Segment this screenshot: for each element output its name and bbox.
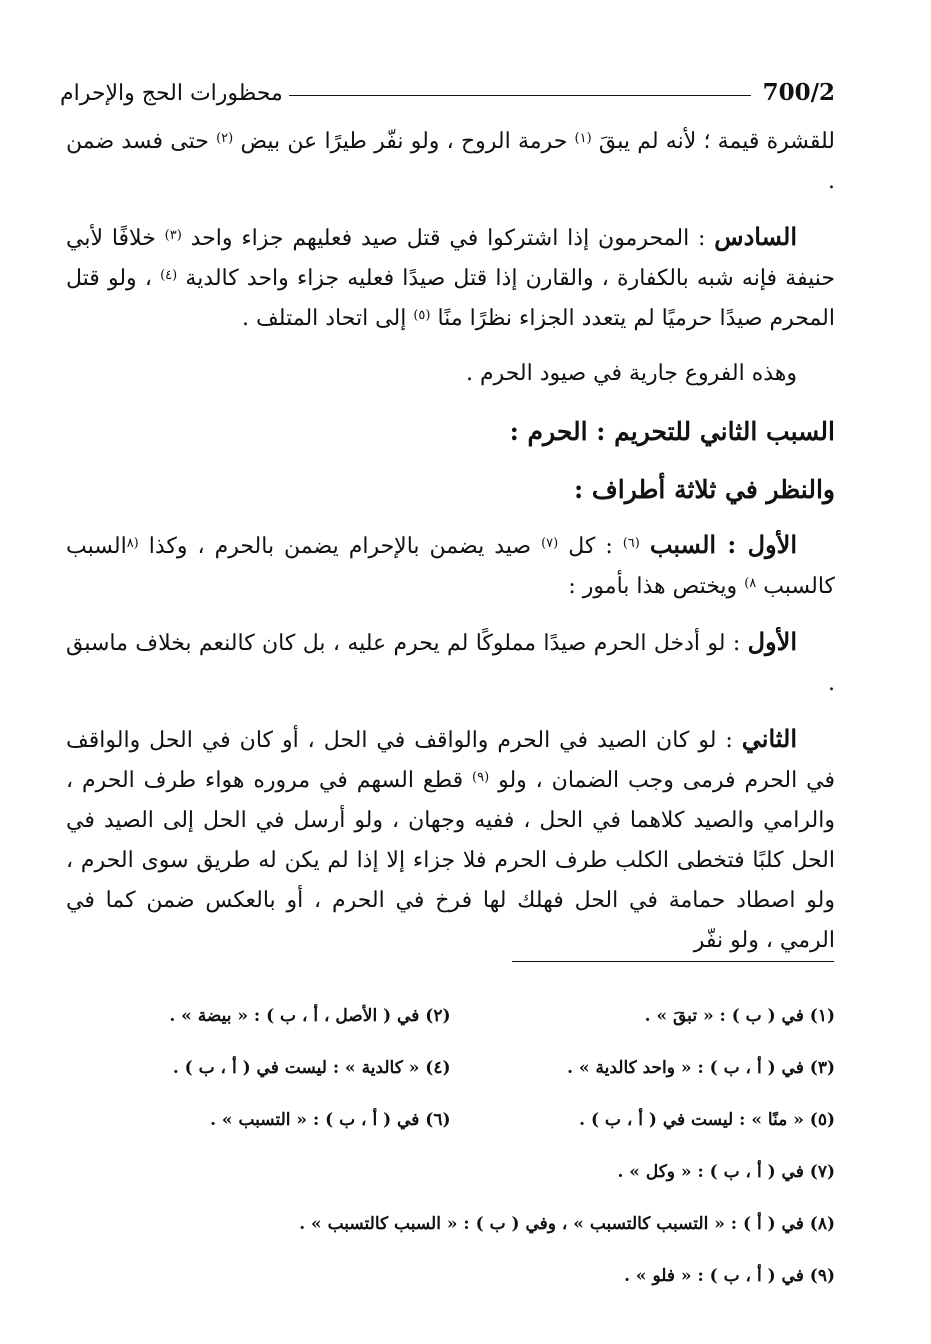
footnote-row	[66, 1042, 835, 1094]
footnote-ref-7: (٧)	[541, 536, 559, 551]
footnotes	[66, 990, 835, 1302]
footnote-ref-4: (٤)	[160, 268, 178, 283]
text-run: صيد يضمن بالإحرام يضمن بالحرم ، وكذا	[138, 534, 542, 559]
footnote-2: (٢) في ( الأصل ، أ ، ب ) : « بيضة » .	[169, 1006, 451, 1026]
text-run: : المحرمون إذا اشتركوا في قتل صيد فعليهم جزاء واحد	[181, 226, 715, 251]
page-number: 700/2	[762, 79, 835, 106]
footnote-ref-2: (٢)	[216, 131, 234, 146]
footnote-5: (٥) « منًا » : ليست في ( أ ، ب ) .	[579, 1110, 835, 1130]
subsection-heading: والنظر في ثلاثة أطراف :	[573, 475, 835, 504]
paragraph-lead: الأول : السبب	[649, 530, 798, 559]
page-header	[60, 66, 835, 106]
text-run: السبب كالسبب	[66, 534, 835, 599]
footnote-ref-8-close: ٨)	[744, 576, 757, 591]
text-run: حرمة الروح ، ولو نفّر طيرًا عن بيض	[233, 129, 575, 154]
paragraph-second	[66, 719, 835, 961]
section-heading: السبب الثاني للتحريم : الحرم :	[509, 417, 835, 446]
paragraph-lead: السادس	[714, 222, 797, 251]
paragraph-1	[66, 122, 835, 202]
footnote-7: (٧) في ( أ ، ب ) : « وكل » .	[617, 1162, 835, 1182]
header-rule	[289, 95, 751, 96]
footnote-ref-8-open: (٨	[126, 536, 139, 551]
running-title: محظورات الحج والإحرام	[60, 81, 283, 106]
footnote-1: (١) في ( ب ) : « تبقَ » .	[644, 1006, 835, 1026]
footnote-row	[66, 1094, 835, 1146]
text-run: : كل	[558, 534, 623, 559]
footnote-4: (٤) « كالدية » : ليست في ( أ ، ب ) .	[172, 1058, 451, 1078]
paragraph-first-cause	[66, 525, 835, 607]
footnote-ref-5: (٥)	[413, 308, 431, 323]
text-run: حتى فسد ضمن .	[66, 129, 835, 194]
footnote-row	[66, 990, 835, 1042]
text-run: إلى اتحاد المتلف .	[242, 306, 414, 331]
paragraph-3: وهذه الفروع جارية في صيود الحرم .	[465, 361, 797, 386]
text-run: ويختص هذا بأمور :	[568, 574, 745, 599]
text-run: ، ولو قتل المحرم صيدًا حرميًا لم يتعدد الجزاء نظرًا منًا	[66, 266, 835, 331]
footnote-ref-6: (٦)	[622, 536, 640, 551]
footnote-8: (٨) في ( أ ) : « التسبب كالتسبب » ، وفي ( ب ) : « السبب كالتسبب » .	[299, 1214, 835, 1234]
footnote-6: (٦) في ( أ ، ب ) : « التسبب » .	[210, 1110, 451, 1130]
paragraph-first	[66, 622, 835, 704]
paragraph-lead: الثاني	[741, 724, 797, 753]
text-run: للقشرة قيمة ؛ لأنه لم يبقَ	[591, 129, 835, 154]
main-text	[66, 122, 835, 961]
footnote-9: (٩) في ( أ ، ب ) : « فلو » .	[624, 1266, 835, 1286]
footnote-separator	[512, 961, 834, 962]
text-run: : لو كان الصيد في الحرم والواقف في الحل ، أو كان في الحل والواقف في الحرم فرمى وجب الضمان ، ولو	[66, 728, 835, 793]
footnote-ref-9: (٩)	[472, 770, 490, 785]
text-run: قطع السهم في مروره هواء طرف الحرم ، والرامي والصيد كلاهما في الحل ، ففيه وجهان ، ولو أرسل في الحل إلى الصيد في الحل كلبًا فتخطى الكلب طرف الحرم فلا جزاء إلا إذا لم يكن له طريق سوى الحرم ، ولو اصطاد حمامة في الحل فهلك لها فرخ في الحرم ، أو بالعكس ضمن كما في الرمي ، ولو نفّر	[66, 768, 835, 953]
footnote-ref-3: (٣)	[164, 228, 182, 243]
paragraph-sixth	[66, 217, 835, 339]
footnote-3: (٣) في ( أ ، ب ) : « واحد كالدية » .	[567, 1058, 835, 1078]
footnote-ref-1: (١)	[574, 131, 592, 146]
text-run: : لو أدخل الحرم صيدًا مملوكًا لم يحرم عليه ، بل كان كالنعم بخلاف ماسبق .	[66, 631, 835, 696]
text-run: خلافًا لأبي حنيفة فإنه شبه بالكفارة ، والقارن إذا قتل صيدًا فعليه جزاء واحد كالدية	[66, 226, 835, 291]
paragraph-lead: الأول	[747, 627, 797, 656]
